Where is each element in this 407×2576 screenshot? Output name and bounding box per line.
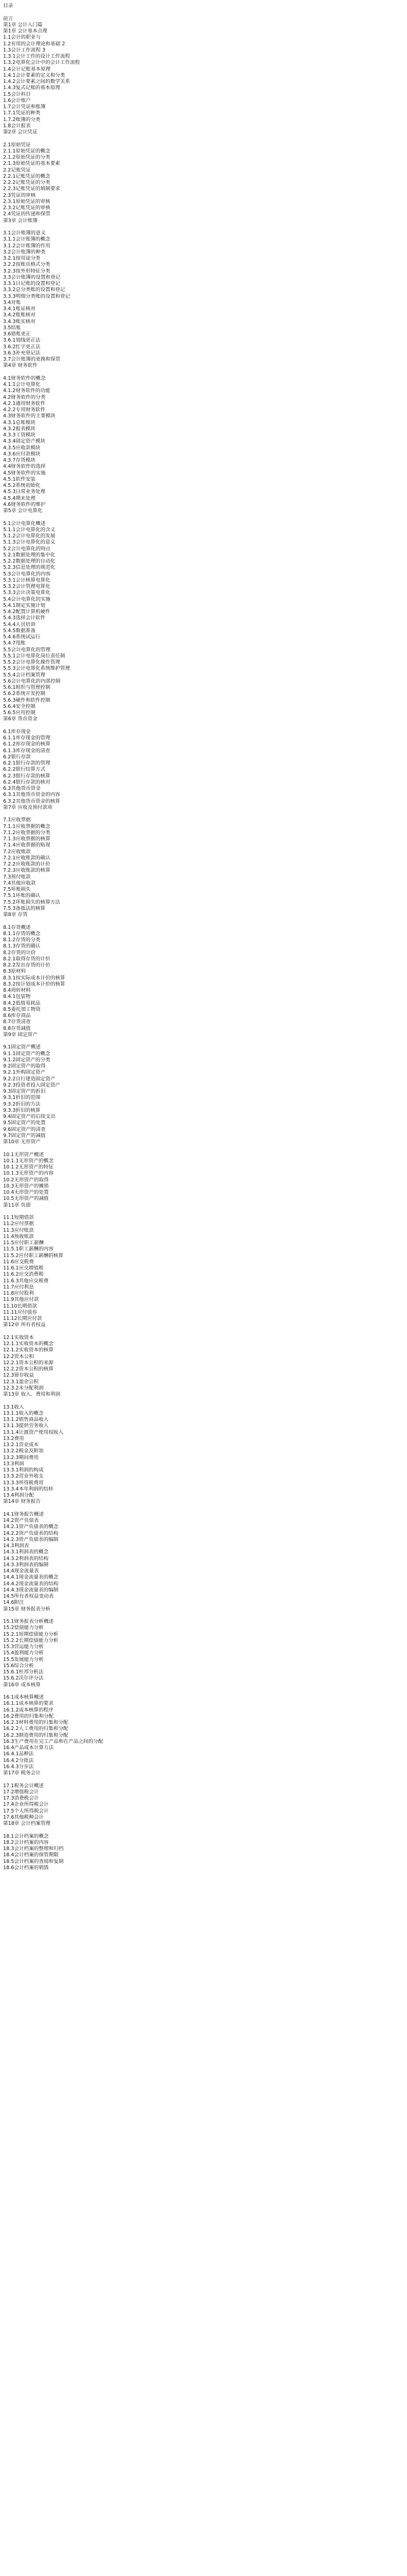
text-line: 10.3无形资产的摊销 [3,1183,49,1189]
text-line: 4.2财务软件的分类 [3,394,46,400]
text-line: 7.2.2应收账款的计价 [3,861,50,867]
text-line: 18.3会计档案的整理和归档 [3,1846,64,1852]
text-line: 9.7固定资产的减值 [3,1132,46,1139]
blank-line [3,1613,407,1619]
text-line: 7.2应收账款 [3,849,31,855]
text-line: 1.4.1会计要素的定义和分类 [3,72,65,78]
text-line: 14.2资产负债表 [3,1518,39,1523]
text-line: 14.2.1资产负债表的概念 [3,1524,59,1530]
text-line: 7.5.3备抵法的核算 [3,905,45,911]
text-line: 1.3.2电算化会计中的会计工作流程 [3,60,80,66]
text-line: 5.6.1组织与管理控制 [3,685,50,690]
text-line: 1.4会计记账基本原理 [3,66,51,72]
text-line: 8.8存货减值 [3,1025,31,1031]
text-line: 8.1.1存货的概念 [3,930,41,937]
text-line: 4.5.4期末处理 [3,495,36,501]
text-line: 9.3.1折旧的范围 [3,1095,41,1101]
text-line: 12.2.2资本公积的核算 [3,1366,54,1372]
text-line: 3.2会计账簿的种类 [3,249,46,255]
text-line: 16.1成本核算概述 [3,1694,44,1700]
text-line: 5.1会计电算化概述 [3,520,46,527]
text-line: 16.2费用的归集和分配 [3,1713,54,1719]
text-line: 15.4盈利能力分析 [3,1650,44,1656]
text-line: 5.3会计电算化的内容 [3,571,51,577]
text-line: 12.2资本公积 [3,1353,34,1360]
text-line: 16.2.2人工费用的归集和分配 [3,1726,69,1732]
text-line: 8.6库存商品 [3,1013,31,1019]
text-line: 13.3.2营业外收支 [3,1473,44,1480]
text-line: 9.2固定资产的取得 [3,1063,46,1069]
text-line: 5.4.3选择会计软件 [3,615,45,621]
text-line: 4.6财务软件的维护 [3,501,46,507]
text-line: 15.2偿债能力分析 [3,1625,44,1631]
text-line: 4.3.3工资模块 [3,432,36,438]
text-line: 10.4无形资产的处置 [3,1190,49,1195]
text-line: 第4章 财务软件 [3,363,38,369]
text-line: 17.4企业所得税会计 [3,1802,49,1808]
text-line: 14.2.2资产负债表的结构 [3,1530,59,1536]
text-line: 第10章 无形资产 [3,1139,41,1145]
text-line: 11.1短期借款 [3,1215,34,1221]
text-line: 3.5结账 [3,325,21,331]
text-line: 8.4.2低值易耗品 [3,1000,41,1006]
text-line: 9.2.2自行建造固定资产 [3,1076,56,1082]
text-line: 12.3.1盈余公积 [3,1379,39,1385]
text-line: 14.3.2利润表的结构 [3,1555,49,1562]
text-line: 3.3.1日记账的设置和登记 [3,281,60,286]
text-line: 2.2.1记账凭证的概念 [3,173,50,179]
text-line: 6.2.3银行存款的核算 [3,773,50,779]
text-line: 11.5.2应付职工薪酬的核算 [3,1252,63,1259]
text-line: 7.5.1坏账的确认 [3,893,41,899]
text-line: 2.1原始凭证 [3,142,31,148]
text-line: 9.6固定资产的清查 [3,1126,46,1132]
text-line: 15.6综合分析 [3,1663,34,1669]
text-line: 15.6.1杜邦分析法 [3,1669,44,1675]
text-line: 3.3.2总分类账的设置和登记 [3,287,65,293]
text-line: 1.2有用的会计理论和基础 2 [3,41,65,47]
blank-line [3,1329,407,1335]
blank-line [3,1505,407,1512]
text-line: 13.1.1收入的概念 [3,1410,44,1416]
text-line: 7.5坏账损失 [3,887,31,892]
text-line: 16.4产品成本计算方法 [3,1745,54,1751]
text-line: 第7章 应收及预付款项 [3,804,53,810]
text-line: 13.2费用 [3,1435,24,1442]
blank-line [3,1145,407,1151]
text-line: 1.8会计报表 [3,123,31,129]
text-line: 1.4.3复式记账的基本原理 [3,85,60,91]
text-line: 6.3其他货币资金 [3,786,41,791]
text-line: 14.4.3现金流量表的编制 [3,1587,59,1593]
text-line: 15.6.2沃尔评分法 [3,1675,44,1682]
text-line: 1.1会计的职业与 [3,35,41,41]
text-line: 11.6应交税费 [3,1259,34,1265]
text-line: 8.2.1取得存货的计价 [3,956,50,962]
text-line: 11.9其他应付款 [3,1297,39,1303]
text-line: 11.4预收账款 [3,1233,34,1240]
text-line: 11.11应付债券 [3,1309,37,1315]
text-line: 12.3留存收益 [3,1372,34,1379]
text-line: 18.2会计档案的内容 [3,1839,49,1845]
text-line: 16.2.3制造费用的归集和分配 [3,1732,69,1738]
text-line: 16.3生产费用在完工产品和在产品之间的分配 [3,1738,104,1744]
text-line: 第3章 会计账簿 [3,217,38,224]
text-line: 4.3.7存货模块 [3,457,36,463]
text-line: 12.3.2未分配利润 [3,1385,44,1391]
text-line: 14.3.1利润表的概念 [3,1549,49,1555]
text-line: 8.5委托加工物资 [3,1006,41,1012]
text-line: 9.3固定资产的折旧 [3,1089,46,1094]
text-line: 7.1应收票据 [3,817,31,823]
text-line: 6.1.2库存现金的核算 [3,741,50,748]
text-line: 6.2银行存款 [3,754,31,760]
text-line: 6.1.3库存现金的清查 [3,748,50,754]
text-line: 13.3.3所得税费用 [3,1480,44,1486]
text-line: 8.2存货的计价 [3,950,36,956]
text-line: 15.2.1短期偿债能力分析 [3,1631,59,1637]
blank-line [3,1688,407,1694]
text-line: 16.4.3分步法 [3,1764,34,1770]
text-line: 4.1财务软件的概念 [3,375,46,381]
text-line: 第1章 会计入门篇 [3,22,43,28]
text-line: 11.6.2应交消费税 [3,1272,44,1278]
text-line: 5.4.4人员培训 [3,621,36,628]
text-line: 2.1.2原始凭证的分类 [3,155,50,160]
text-line: 3.4.2账账核对 [3,312,36,318]
text-line: 5.4.7甩账 [3,640,26,647]
text-line: 1.6会计账户 [3,97,31,104]
text-line: 8.3.1按实际成本计价的核算 [3,975,65,981]
text-line: 13.3.1利润的构成 [3,1467,44,1473]
text-line: 3.7会计账簿的更换和保管 [3,357,61,362]
text-line: 10.1.1无形资产的概念 [3,1158,54,1164]
text-line: 2.1.1原始凭证的概念 [3,148,50,154]
text-line: 5.5.4会计档案管理 [3,672,45,678]
text-line: 6.2.2银行结算方式 [3,767,45,773]
text-line: 14.4现金流量表 [3,1568,39,1574]
text-line: 1.3.1会计工作的设计工作流程 [3,54,70,59]
text-line: 5.3.1会计核算电算化 [3,577,50,583]
blank-line [3,514,407,520]
text-line: 18.4会计档案的保管期限 [3,1852,59,1858]
text-line: 5.5.2会计电算化操作管理 [3,659,60,665]
text-line: 4.1.1会计电算化 [3,382,41,387]
text-line: 1.7.2账簿的分类 [3,116,41,123]
text-line: 4.3.2报表模块 [3,426,36,432]
text-line: 第9章 固定资产 [3,1031,38,1038]
text-line: 9.1.2固定资产的分类 [3,1057,50,1063]
text-line: 14.3利润表 [3,1543,29,1549]
text-line: 5.6.3硬件和软件控制 [3,697,50,703]
text-line: 7.1.1应收票据的概念 [3,823,50,829]
text-line: 10.2无形资产的取得 [3,1177,49,1183]
text-line: 14.3.3利润表的编制 [3,1562,49,1568]
text-line: 11.12长期应付款 [3,1316,42,1321]
blank-line [3,224,407,230]
text-line: 第5章 会计电算化 [3,508,43,514]
text-line: 1.7会计凭证和账簿 [3,104,46,110]
text-line: 6.1库存现金 [3,728,31,735]
text-line: 3.4.3账实核对 [3,318,36,325]
text-line: 17.5个人所得税会计 [3,1808,49,1814]
text-line: 5.6.4安全控制 [3,703,36,709]
text-line: 5.2会计电算化的特点 [3,546,51,552]
text-line: 18.5会计档案的查阅和复制 [3,1858,64,1865]
text-line: 16.1.2成本核算的程序 [3,1707,54,1713]
text-line: 11.6.1应交增值税 [3,1265,44,1271]
text-line: 第14章 财务报告 [3,1499,41,1505]
text-line: 18.1会计档案的概念 [3,1833,49,1839]
text-line: 16.4.1品种法 [3,1751,34,1757]
text-line: 8.1.3存货的确认 [3,943,41,950]
text-line: 第13章 收入、费用和利润 [3,1392,61,1397]
text-line: 3.4对账 [3,299,21,306]
text-line: 第17章 税务会计 [3,1770,41,1776]
text-line: 14.5所有者权益变动表 [3,1594,54,1599]
text-line: 2.1.3原始凭证的基本要素 [3,161,60,167]
text-line: 3.2.3按外形特征分类 [3,268,50,274]
text-line: 3.4.1账证核对 [3,306,36,312]
text-line: 5.5.3会计电算化系统维护管理 [3,666,70,672]
blank-line [3,1209,407,1215]
text-line: 8.2.2发出存货的计价 [3,962,50,968]
text-line: 3.6错账更正 [3,331,31,337]
text-line: 4.1.2财务软件的功能 [3,388,50,394]
text-line: 2.3.2记账凭证的审核 [3,205,50,211]
text-line: 5.1.1会计电算化的含义 [3,527,56,533]
text-line: 3.6.1划线更正法 [3,337,41,344]
text-line: 2.3凭证的审核 [3,192,36,198]
text-line: 12.1实收资本 [3,1334,34,1341]
text-line: 3.1会计账簿的意义 [3,230,46,236]
text-line: 16.1.1成本核算的要求 [3,1701,54,1707]
text-line: 10.1.3无形资产的内容 [3,1171,54,1177]
text-line: 9.1.1固定资产的概念 [3,1050,50,1057]
text-line: 16.2.1材料费用的归集和分配 [3,1720,69,1725]
text-line: 第18章 会计档案管理 [3,1821,51,1826]
text-line: 7.1.3应收票据的核算 [3,836,50,842]
text-line: 4.5.3日常业务处理 [3,489,45,495]
text-line: 13.2.3期间费用 [3,1454,39,1461]
text-line: 4.3.1总账模块 [3,419,36,426]
text-line: 6.3.2其他货币资金的核算 [3,798,60,804]
text-line: 17.3消费税会计 [3,1795,39,1801]
text-line: 9.2.1外购固定资产 [3,1070,45,1076]
text-line: 17.2增值税会计 [3,1789,39,1795]
text-line: 8.1存货概述 [3,924,31,930]
text-line: 1.5会计科目 [3,91,31,97]
text-line: 5.5会计电算化的管理 [3,647,51,653]
text-line: 9.2.3投资者投入固定资产 [3,1082,60,1088]
text-line: 第11章 负债 [3,1202,31,1208]
text-line: 16.4.2分批法 [3,1757,34,1764]
text-line: 11.10长期借款 [3,1303,37,1309]
text-line: 第15章 财务报表分析 [3,1606,51,1612]
text-line: 4.3.5应收款模块 [3,445,41,451]
text-line: 15.2.2长期偿债能力分析 [3,1637,59,1643]
text-line: 14.6附注 [3,1600,24,1606]
blank-line [3,723,407,729]
text-line: 3.6.2红字更正法 [3,344,41,350]
text-line: 1.3会计工作流程 3 [3,47,45,53]
text-line: 5.5.1会计电算化岗位责任制 [3,653,65,659]
text-line: 9.1固定资产概述 [3,1044,41,1050]
text-line: 2.4凭证的传递和保管 [3,211,51,217]
text-line: 15.1财务报表分析概述 [3,1619,54,1624]
text-line: 11.2应付票据 [3,1221,34,1227]
text-line: 13.1.2销售商品收入 [3,1417,49,1422]
text-line: 第2章 会计凭证 [3,129,38,135]
text-line: 7.1.2应收票据的分类 [3,829,50,836]
text-line: 14.2.3资产负债表的编制 [3,1536,59,1543]
text-line: 8.4周转材料 [3,988,31,993]
text-line: 4.3财务软件的主要模块 [3,413,56,419]
text-line: 5.2.2数据处理的自动化 [3,558,56,564]
text-line: 第8章 存货 [3,912,28,918]
blank-line [3,1398,407,1404]
text-line: 13.1.3提供劳务收入 [3,1423,49,1429]
text-line: 12.2.1资本公积的来源 [3,1360,54,1366]
blank-line [3,9,407,15]
text-line: 3.2.2按账页格式分类 [3,262,50,268]
text-line: 12.1.2实收资本的核算 [3,1347,54,1353]
text-line: 17.6其他税种会计 [3,1814,44,1820]
text-line: 13.1.4让渡资产使用权收入 [3,1429,63,1435]
text-line: 5.4会计电算化的实施 [3,596,51,602]
text-line: 5.4.1制定实施计划 [3,602,45,608]
text-line: 7.2.1应收账款的确认 [3,855,50,861]
text-line: 13.3利润 [3,1461,24,1467]
text-line: 11.7应付利息 [3,1284,34,1290]
text-line: 10.1无形资产概述 [3,1151,44,1158]
text-line: 11.3应付账款 [3,1227,34,1233]
text-line: 13.3.4本年利润的结转 [3,1486,54,1492]
text-line: 8.1.2存货的分类 [3,937,41,943]
text-line: 7.4其他应收款 [3,880,36,886]
text-line: 5.4.6系统试运行 [3,634,41,640]
text-line: 4.2.2专用财务软件 [3,407,45,413]
text-line: 18.6会计档案的销毁 [3,1865,49,1871]
text-line: 3.1.1会计账簿的概念 [3,236,50,243]
text-line: 6.2.4银行存款的核对 [3,779,50,785]
text-line: 9.4固定资产的后续支出 [3,1114,56,1120]
text-line: 10.5无形资产的减值 [3,1196,49,1202]
text-line: 前言 [3,15,13,22]
text-line: 14.4.2现金流量表的结构 [3,1581,59,1587]
text-line: 13.4利润分配 [3,1493,34,1498]
text-line: 7.3预付账款 [3,874,31,880]
blank-line [3,918,407,924]
text-line: 目录 [3,3,13,9]
text-line: 17.1税务会计概述 [3,1783,44,1789]
text-line: 3.1.2会计账簿的作用 [3,243,50,249]
text-line: 5.4.2配置计算机硬件 [3,609,50,615]
text-line: 3.3.3明细分类账的设置和登记 [3,293,70,299]
text-line: 4.3.6应付款模块 [3,451,41,457]
text-line: 4.4财务软件的选择 [3,464,46,470]
text-line: 5.3.3会计决策电算化 [3,590,50,596]
text-line: 5.6.5应用控制 [3,710,36,716]
text-line: 3.3会计账簿的设置和登记 [3,274,61,280]
text-line: 4.5.2系统初始化 [3,483,41,488]
text-line: 13.2.2税金及附加 [3,1448,44,1454]
text-line: 5.2.3信息处理的规范化 [3,565,56,571]
text-line: 2.3.1原始凭证的审核 [3,198,50,205]
blank-line [3,369,407,376]
text-line: 3.6.3补充登记法 [3,350,41,356]
text-line: 6.2.1银行存款的管理 [3,760,50,766]
text-line: 5.4.5数据准备 [3,628,36,634]
blank-line [3,1038,407,1044]
text-line: 2.2记账凭证 [3,167,31,173]
text-line: 15.3营运能力分析 [3,1644,44,1650]
text-line: 第1章 会计基本点理 [3,28,47,34]
text-line: 13.1收入 [3,1404,24,1410]
text-line: 11.6.3其他应交税费 [3,1278,49,1284]
text-line: 11.5应付职工薪酬 [3,1240,44,1246]
text-line: 8.3.2按计划成本计价的核算 [3,981,65,987]
blank-line [3,1827,407,1833]
text-line: 6.1.1库存现金的管理 [3,735,50,741]
text-line: 8.4.1包装物 [3,994,31,1000]
blank-line [3,811,407,817]
text-line: 7.2.3应收账款的核算 [3,868,50,874]
text-line: 2.2.3记账凭证的填制要求 [3,186,60,192]
blank-line [3,135,407,142]
text-line: 9.3.2折旧的方法 [3,1101,41,1107]
text-line: 4.2.1通用财务软件 [3,400,45,406]
text-line: 1.4.2会计要素之间的数学关系 [3,79,70,84]
text-line: 第16章 成本核算 [3,1682,41,1688]
text-line: 4.3.4固定资产模块 [3,438,45,445]
text-line: 4.5.1软件安装 [3,476,36,482]
text-line: 11.8应付股利 [3,1291,34,1296]
text-line: 15.5发展能力分析 [3,1656,44,1663]
text-line: 14.4.1现金流量表的概念 [3,1574,59,1581]
text-line: 4.5财务软件的实施 [3,470,46,476]
text-line: 5.6会计电算化的内部控制 [3,678,61,684]
text-line: 2.2.2记账凭证的分类 [3,180,50,185]
text-line: 5.1.2会计电算化的发展 [3,533,56,539]
blank-line [3,1776,407,1783]
text-line: 第6章 货币资金 [3,716,38,722]
text-line: 8.7存货清查 [3,1019,31,1025]
text-line: 13.2.1营业成本 [3,1442,39,1448]
text-line: 第12章 所有者权益 [3,1322,46,1328]
text-line: 12.1.1实收资本的概念 [3,1341,54,1347]
text-line: 9.3.3折旧的核算 [3,1107,41,1113]
text-line: 3.2.1按用途分类 [3,256,41,261]
text-line: 5.3.2会计管理电算化 [3,584,50,589]
text-line: 5.2.1数据处理的集中化 [3,552,56,558]
text-line: 10.1.2无形资产的特征 [3,1164,54,1170]
text-line: 7.5.2坏账损失的核算方法 [3,899,60,905]
text-line: 8.3原材料 [3,969,26,975]
text-line: 7.1.4应收票据的贴现 [3,842,50,849]
text-line: 5.6.2系统开发控制 [3,691,45,697]
text-line: 11.5.1职工薪酬的内容 [3,1246,54,1252]
text-line: 9.5固定资产的处置 [3,1120,46,1126]
text-line: 14.1财务报告概述 [3,1511,44,1517]
text-line: 1.7.1凭证的种类 [3,110,41,116]
text-line: 5.1.3会计电算化的意义 [3,539,56,546]
text-line: 6.3.1其他货币资金的内容 [3,792,60,798]
